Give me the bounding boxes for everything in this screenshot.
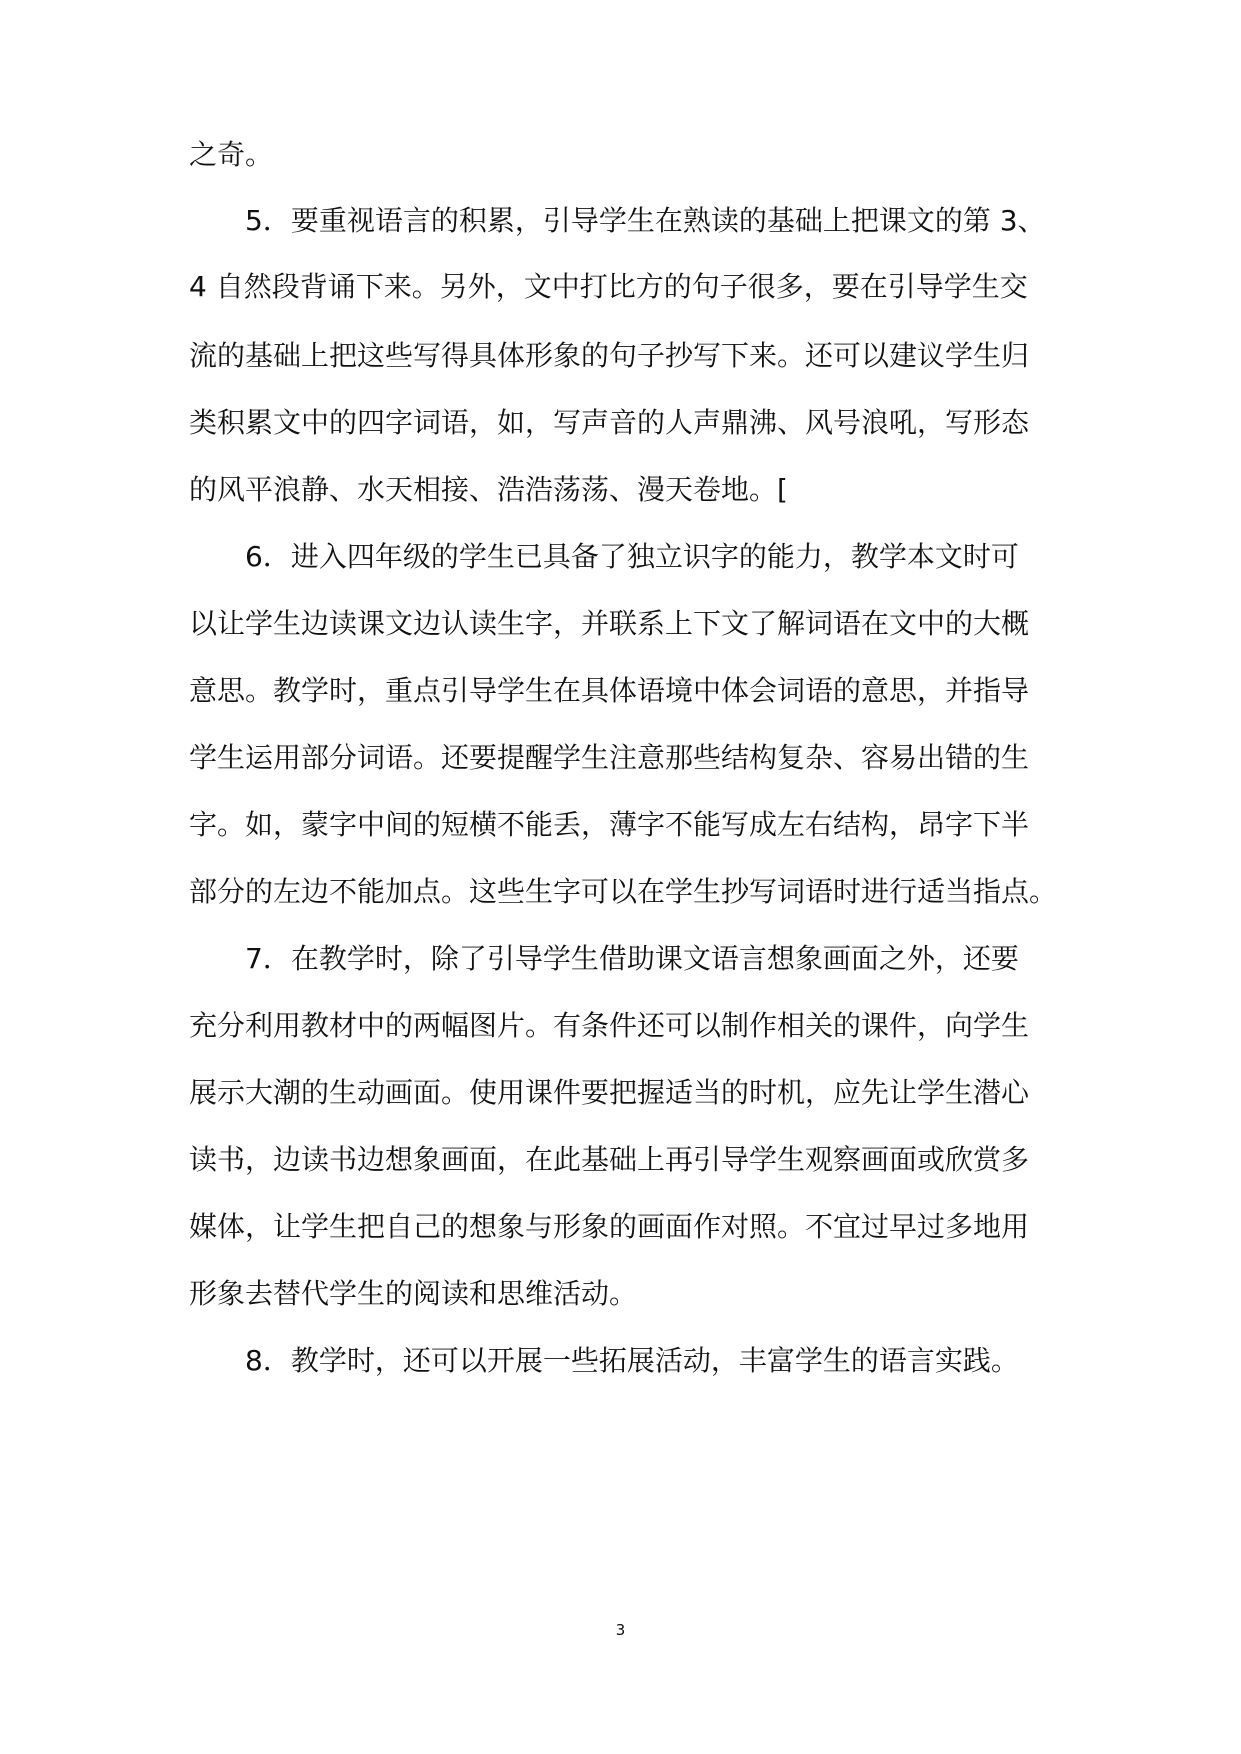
text-line: 形象去替代学生的阅读和思维活动。 [189,1277,638,1310]
text-line: 的风平浪静、水天相接、浩浩荡荡、漫天卷地。[ [189,473,788,506]
text-line: 读书，边读书边想象画面，在此基础上再引导学生观察画面或欣赏多 [189,1143,1030,1176]
text-line: 流的基础上把这些写得具体形象的句子抄写下来。还可以建议学生归 [189,339,1030,372]
text-line: 5．要重视语言的积累，引导学生在熟读的基础上把课文的第 3、 [245,204,1046,237]
text-line: 展示大潮的生动画面。使用课件要把握适当的时机，应先让学生潜心 [189,1076,1030,1109]
text-line: 意思。教学时，重点引导学生在具体语境中体会词语的意思，并指导 [189,674,1030,707]
text-line: 充分利用教材中的两幅图片。有条件还可以制作相关的课件，向学生 [189,1009,1030,1042]
text-line: 7．在教学时，除了引导学生借助课文语言想象画面之外，还要 [245,942,1019,975]
text-line: 4 自然段背诵下来。另外，文中打比方的句子很多，要在引导学生交 [189,270,1028,303]
text-line: 学生运用部分词语。还要提醒学生注意那些结构复杂、容易出错的生 [189,741,1030,774]
text-line: 之奇。 [189,138,274,171]
text-line: 8．教学时，还可以开展一些拓展活动，丰富学生的语言实践。 [245,1344,1019,1377]
text-line: 媒体，让学生把自己的想象与形象的画面作对照。不宜过早过多地用 [189,1210,1030,1243]
text-line: 以让学生边读课文边认读生字，并联系上下文了解词语在文中的大概 [189,607,1030,640]
text-line: 6．进入四年级的学生已具备了独立识字的能力，教学本文时可 [245,540,1019,573]
page-number: 3 [615,1621,626,1639]
text-line: 字。如，蒙字中间的短横不能丢，薄字不能写成左右结构，昂字下半 [189,808,1030,841]
text-line: 类积累文中的四字词语，如，写声音的人声鼎沸、风号浪吼，写形态 [189,406,1030,439]
text-line: 部分的左边不能加点。这些生字可以在学生抄写词语时进行适当指点。 [189,875,1058,908]
